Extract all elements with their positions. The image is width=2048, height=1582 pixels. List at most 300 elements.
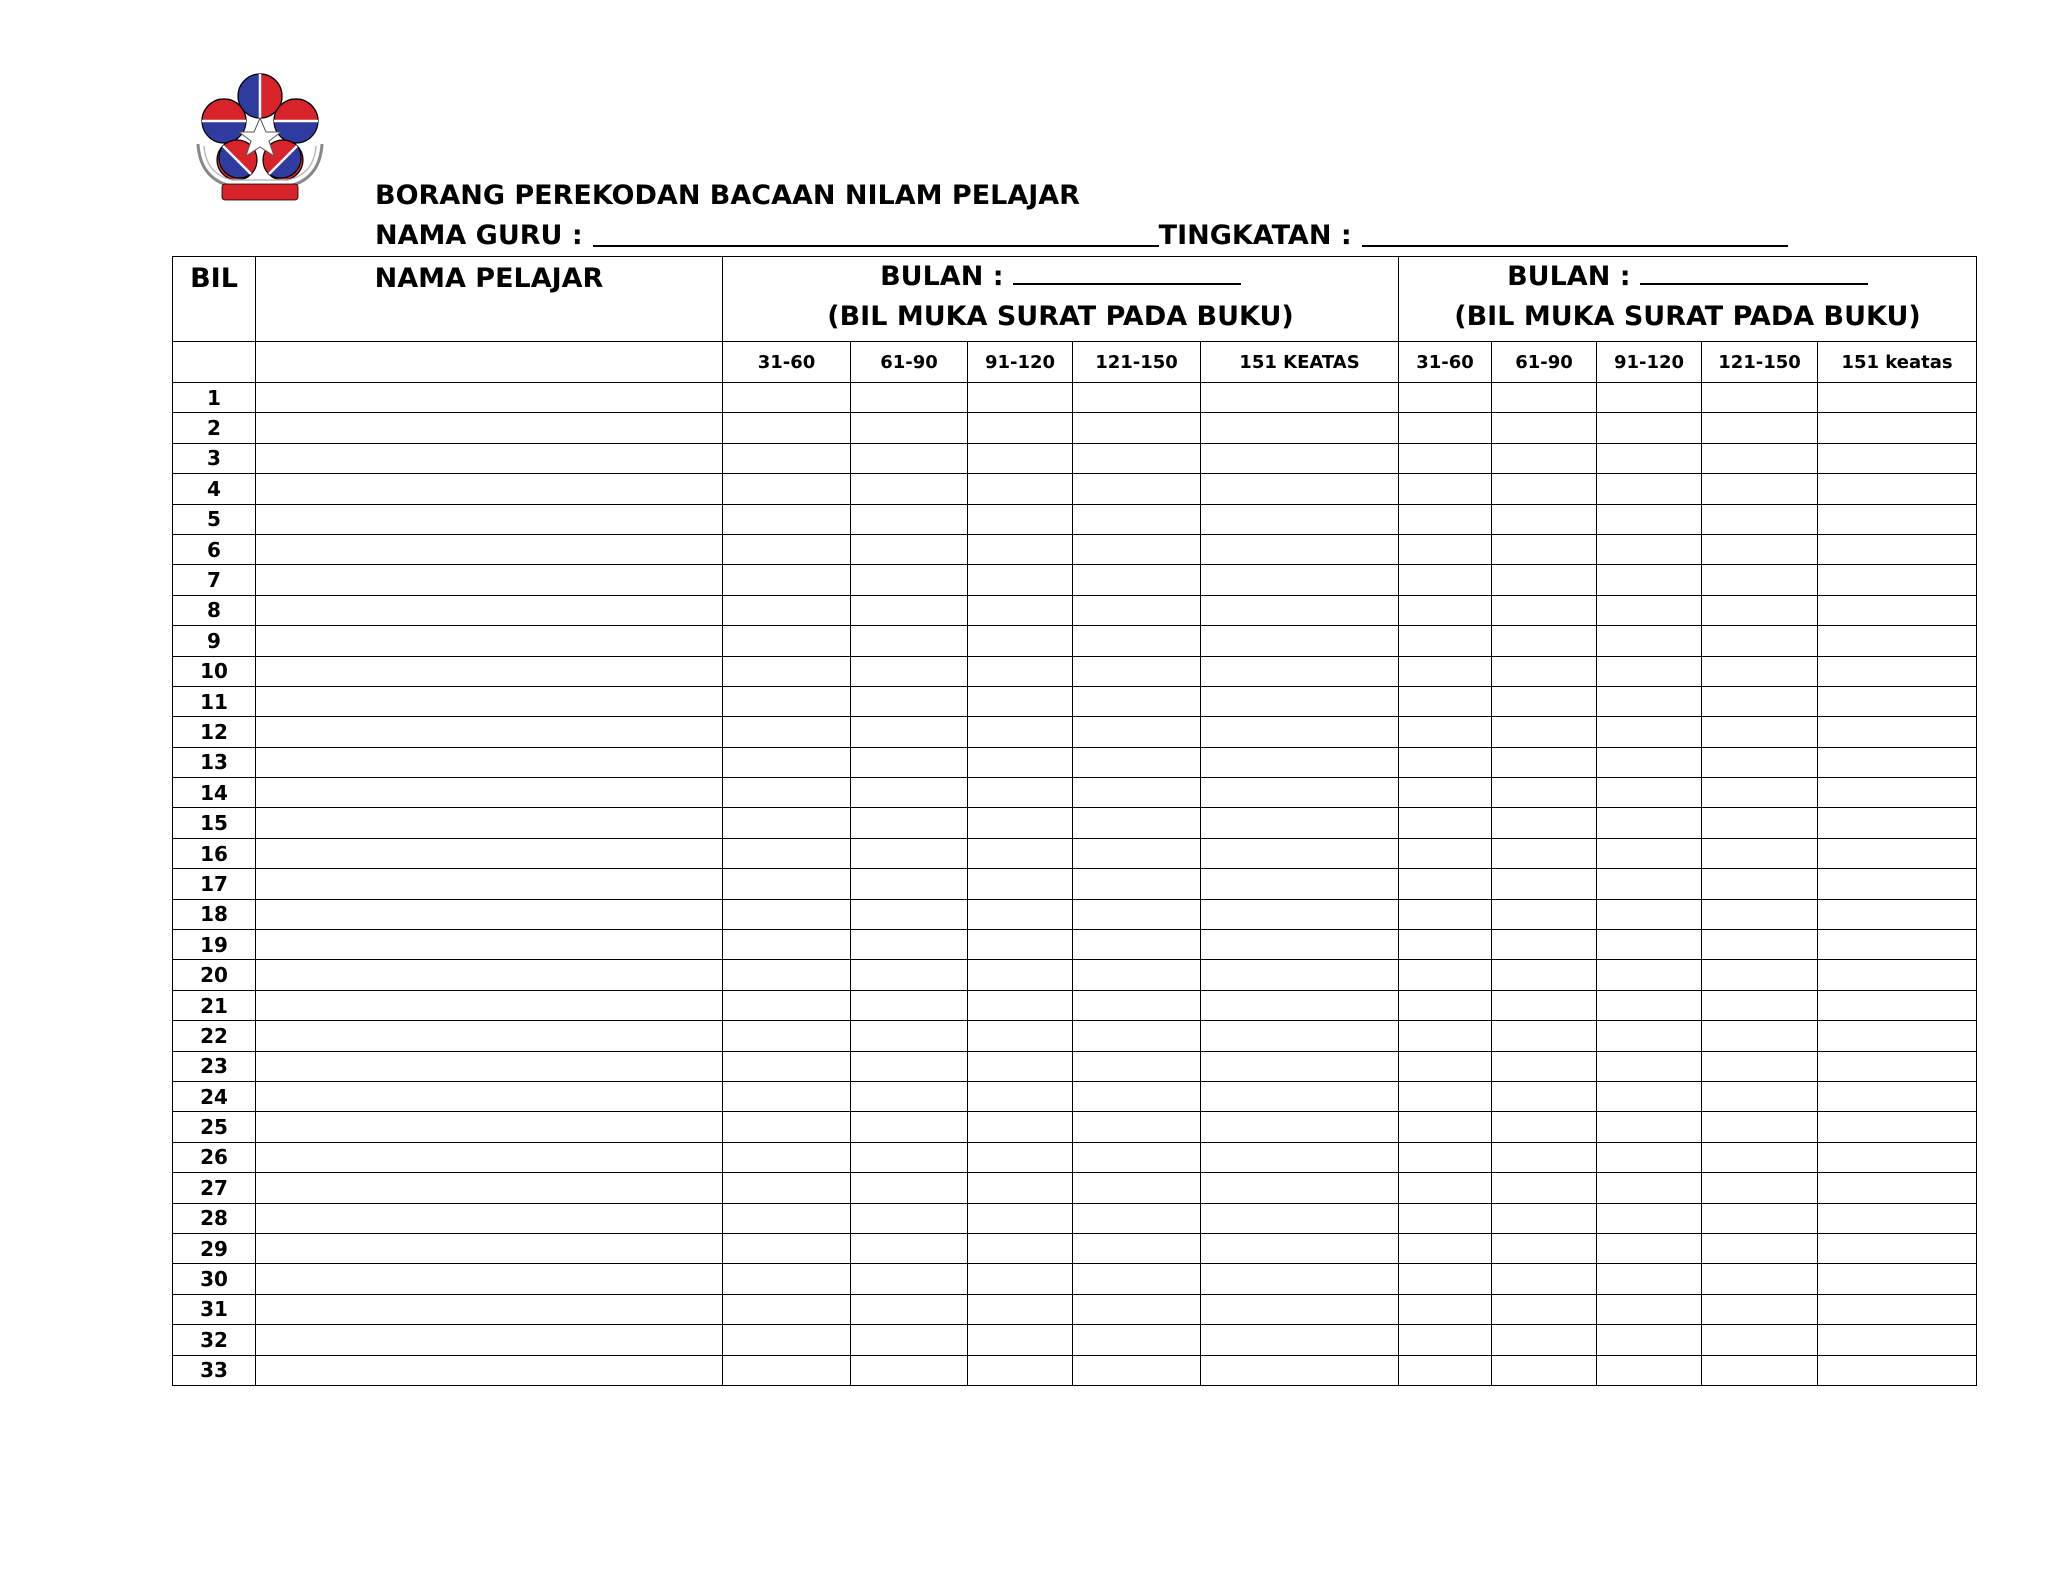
page-count-cell[interactable]	[1399, 595, 1492, 625]
page-count-cell[interactable]	[1201, 656, 1399, 686]
page-count-cell[interactable]	[723, 1264, 851, 1294]
page-count-cell[interactable]	[1492, 990, 1597, 1020]
student-name-cell[interactable]	[256, 413, 723, 443]
page-count-cell[interactable]	[851, 504, 968, 534]
page-count-cell[interactable]	[1073, 595, 1201, 625]
page-count-cell[interactable]	[1073, 565, 1201, 595]
page-count-cell[interactable]	[1492, 1173, 1597, 1203]
page-count-cell[interactable]	[1399, 1264, 1492, 1294]
page-count-cell[interactable]	[1399, 778, 1492, 808]
page-count-cell[interactable]	[1201, 1021, 1399, 1051]
page-count-cell[interactable]	[851, 1233, 968, 1263]
page-count-cell[interactable]	[1702, 778, 1818, 808]
page-count-cell[interactable]	[1818, 808, 1977, 838]
page-count-cell[interactable]	[1702, 1294, 1818, 1324]
page-count-cell[interactable]	[1073, 1081, 1201, 1111]
page-count-cell[interactable]	[1201, 1233, 1399, 1263]
page-count-cell[interactable]	[1399, 808, 1492, 838]
page-count-cell[interactable]	[968, 930, 1073, 960]
page-count-cell[interactable]	[968, 899, 1073, 929]
page-count-cell[interactable]	[723, 808, 851, 838]
student-name-cell[interactable]	[256, 626, 723, 656]
page-count-cell[interactable]	[1073, 1233, 1201, 1263]
page-count-cell[interactable]	[1702, 534, 1818, 564]
page-count-cell[interactable]	[1597, 717, 1702, 747]
page-count-cell[interactable]	[1399, 474, 1492, 504]
student-name-cell[interactable]	[256, 778, 723, 808]
page-count-cell[interactable]	[1492, 686, 1597, 716]
page-count-cell[interactable]	[968, 1355, 1073, 1385]
page-count-cell[interactable]	[1201, 686, 1399, 716]
page-count-cell[interactable]	[1818, 778, 1977, 808]
page-count-cell[interactable]	[1073, 656, 1201, 686]
page-count-cell[interactable]	[851, 838, 968, 868]
page-count-cell[interactable]	[1201, 1051, 1399, 1081]
page-count-cell[interactable]	[1399, 899, 1492, 929]
page-count-cell[interactable]	[1702, 1142, 1818, 1172]
page-count-cell[interactable]	[1597, 1142, 1702, 1172]
form-level-blank[interactable]	[1362, 219, 1788, 247]
page-count-cell[interactable]	[1597, 930, 1702, 960]
student-name-cell[interactable]	[256, 1294, 723, 1324]
page-count-cell[interactable]	[1492, 565, 1597, 595]
page-count-cell[interactable]	[723, 930, 851, 960]
page-count-cell[interactable]	[1073, 869, 1201, 899]
page-count-cell[interactable]	[1073, 930, 1201, 960]
page-count-cell[interactable]	[1492, 899, 1597, 929]
page-count-cell[interactable]	[1073, 1051, 1201, 1081]
page-count-cell[interactable]	[851, 930, 968, 960]
page-count-cell[interactable]	[1073, 504, 1201, 534]
page-count-cell[interactable]	[968, 990, 1073, 1020]
page-count-cell[interactable]	[968, 443, 1073, 473]
page-count-cell[interactable]	[1201, 1294, 1399, 1324]
page-count-cell[interactable]	[1492, 1294, 1597, 1324]
page-count-cell[interactable]	[851, 1203, 968, 1233]
page-count-cell[interactable]	[1818, 383, 1977, 413]
page-count-cell[interactable]	[1702, 1173, 1818, 1203]
page-count-cell[interactable]	[1702, 899, 1818, 929]
page-count-cell[interactable]	[968, 595, 1073, 625]
page-count-cell[interactable]	[968, 504, 1073, 534]
page-count-cell[interactable]	[1399, 565, 1492, 595]
page-count-cell[interactable]	[1492, 1325, 1597, 1355]
page-count-cell[interactable]	[1597, 1203, 1702, 1233]
page-count-cell[interactable]	[1818, 443, 1977, 473]
page-count-cell[interactable]	[1073, 1264, 1201, 1294]
page-count-cell[interactable]	[1818, 869, 1977, 899]
page-count-cell[interactable]	[1597, 990, 1702, 1020]
page-count-cell[interactable]	[1818, 626, 1977, 656]
student-name-cell[interactable]	[256, 686, 723, 716]
student-name-cell[interactable]	[256, 1203, 723, 1233]
page-count-cell[interactable]	[1073, 1142, 1201, 1172]
page-count-cell[interactable]	[1201, 413, 1399, 443]
page-count-cell[interactable]	[1702, 1112, 1818, 1142]
page-count-cell[interactable]	[1201, 1264, 1399, 1294]
page-count-cell[interactable]	[1597, 413, 1702, 443]
page-count-cell[interactable]	[1818, 504, 1977, 534]
page-count-cell[interactable]	[851, 1142, 968, 1172]
page-count-cell[interactable]	[1201, 990, 1399, 1020]
page-count-cell[interactable]	[968, 413, 1073, 443]
page-count-cell[interactable]	[1597, 1264, 1702, 1294]
page-count-cell[interactable]	[1818, 1142, 1977, 1172]
page-count-cell[interactable]	[968, 565, 1073, 595]
page-count-cell[interactable]	[968, 474, 1073, 504]
page-count-cell[interactable]	[1818, 1173, 1977, 1203]
student-name-cell[interactable]	[256, 1112, 723, 1142]
page-count-cell[interactable]	[1201, 1355, 1399, 1385]
page-count-cell[interactable]	[1597, 1051, 1702, 1081]
page-count-cell[interactable]	[1818, 838, 1977, 868]
page-count-cell[interactable]	[1702, 686, 1818, 716]
page-count-cell[interactable]	[1597, 1081, 1702, 1111]
page-count-cell[interactable]	[1597, 626, 1702, 656]
student-name-cell[interactable]	[256, 565, 723, 595]
page-count-cell[interactable]	[1818, 1203, 1977, 1233]
page-count-cell[interactable]	[1818, 1021, 1977, 1051]
page-count-cell[interactable]	[1702, 595, 1818, 625]
page-count-cell[interactable]	[1597, 474, 1702, 504]
page-count-cell[interactable]	[968, 778, 1073, 808]
page-count-cell[interactable]	[1597, 1112, 1702, 1142]
page-count-cell[interactable]	[1201, 1173, 1399, 1203]
page-count-cell[interactable]	[723, 1142, 851, 1172]
page-count-cell[interactable]	[1201, 534, 1399, 564]
page-count-cell[interactable]	[1702, 808, 1818, 838]
page-count-cell[interactable]	[1492, 960, 1597, 990]
page-count-cell[interactable]	[1201, 474, 1399, 504]
student-name-cell[interactable]	[256, 1233, 723, 1263]
page-count-cell[interactable]	[851, 383, 968, 413]
page-count-cell[interactable]	[1702, 1051, 1818, 1081]
page-count-cell[interactable]	[1702, 960, 1818, 990]
page-count-cell[interactable]	[851, 1021, 968, 1051]
page-count-cell[interactable]	[1399, 869, 1492, 899]
page-count-cell[interactable]	[1597, 1173, 1702, 1203]
page-count-cell[interactable]	[1702, 504, 1818, 534]
page-count-cell[interactable]	[1399, 1294, 1492, 1324]
page-count-cell[interactable]	[1818, 1325, 1977, 1355]
page-count-cell[interactable]	[1597, 808, 1702, 838]
page-count-cell[interactable]	[851, 1264, 968, 1294]
page-count-cell[interactable]	[723, 1294, 851, 1324]
page-count-cell[interactable]	[1702, 413, 1818, 443]
page-count-cell[interactable]	[723, 686, 851, 716]
page-count-cell[interactable]	[851, 1294, 968, 1324]
page-count-cell[interactable]	[1399, 534, 1492, 564]
page-count-cell[interactable]	[1492, 1264, 1597, 1294]
page-count-cell[interactable]	[1818, 534, 1977, 564]
page-count-cell[interactable]	[1597, 778, 1702, 808]
page-count-cell[interactable]	[1597, 1355, 1702, 1385]
page-count-cell[interactable]	[1073, 1112, 1201, 1142]
page-count-cell[interactable]	[1597, 838, 1702, 868]
page-count-cell[interactable]	[723, 1021, 851, 1051]
page-count-cell[interactable]	[1492, 1203, 1597, 1233]
page-count-cell[interactable]	[1201, 778, 1399, 808]
page-count-cell[interactable]	[1818, 413, 1977, 443]
page-count-cell[interactable]	[1201, 1203, 1399, 1233]
page-count-cell[interactable]	[1492, 1051, 1597, 1081]
page-count-cell[interactable]	[1702, 1021, 1818, 1051]
page-count-cell[interactable]	[1492, 504, 1597, 534]
page-count-cell[interactable]	[851, 595, 968, 625]
page-count-cell[interactable]	[1818, 1081, 1977, 1111]
page-count-cell[interactable]	[968, 869, 1073, 899]
page-count-cell[interactable]	[723, 1203, 851, 1233]
student-name-cell[interactable]	[256, 595, 723, 625]
page-count-cell[interactable]	[1399, 930, 1492, 960]
page-count-cell[interactable]	[1492, 717, 1597, 747]
page-count-cell[interactable]	[1492, 869, 1597, 899]
page-count-cell[interactable]	[1492, 1021, 1597, 1051]
page-count-cell[interactable]	[1399, 1233, 1492, 1263]
page-count-cell[interactable]	[1073, 990, 1201, 1020]
page-count-cell[interactable]	[1818, 1233, 1977, 1263]
page-count-cell[interactable]	[968, 1173, 1073, 1203]
student-name-cell[interactable]	[256, 1355, 723, 1385]
page-count-cell[interactable]	[1597, 869, 1702, 899]
month-blank[interactable]	[1640, 261, 1868, 285]
page-count-cell[interactable]	[1073, 413, 1201, 443]
page-count-cell[interactable]	[1201, 595, 1399, 625]
page-count-cell[interactable]	[851, 808, 968, 838]
student-name-cell[interactable]	[256, 1081, 723, 1111]
page-count-cell[interactable]	[968, 1264, 1073, 1294]
page-count-cell[interactable]	[1201, 504, 1399, 534]
student-name-cell[interactable]	[256, 747, 723, 777]
page-count-cell[interactable]	[1702, 1081, 1818, 1111]
page-count-cell[interactable]	[851, 1325, 968, 1355]
page-count-cell[interactable]	[851, 443, 968, 473]
page-count-cell[interactable]	[1597, 686, 1702, 716]
page-count-cell[interactable]	[1399, 1355, 1492, 1385]
page-count-cell[interactable]	[1492, 383, 1597, 413]
page-count-cell[interactable]	[723, 1051, 851, 1081]
page-count-cell[interactable]	[1702, 626, 1818, 656]
page-count-cell[interactable]	[1073, 443, 1201, 473]
page-count-cell[interactable]	[1201, 747, 1399, 777]
page-count-cell[interactable]	[1492, 413, 1597, 443]
page-count-cell[interactable]	[723, 838, 851, 868]
page-count-cell[interactable]	[1597, 595, 1702, 625]
page-count-cell[interactable]	[968, 1142, 1073, 1172]
page-count-cell[interactable]	[1399, 383, 1492, 413]
page-count-cell[interactable]	[1399, 960, 1492, 990]
page-count-cell[interactable]	[1702, 1203, 1818, 1233]
page-count-cell[interactable]	[1073, 1203, 1201, 1233]
page-count-cell[interactable]	[1818, 990, 1977, 1020]
page-count-cell[interactable]	[1492, 626, 1597, 656]
page-count-cell[interactable]	[1073, 534, 1201, 564]
page-count-cell[interactable]	[1073, 383, 1201, 413]
student-name-cell[interactable]	[256, 534, 723, 564]
page-count-cell[interactable]	[1818, 717, 1977, 747]
page-count-cell[interactable]	[1492, 1233, 1597, 1263]
page-count-cell[interactable]	[1597, 565, 1702, 595]
page-count-cell[interactable]	[1399, 1021, 1492, 1051]
page-count-cell[interactable]	[1492, 1112, 1597, 1142]
page-count-cell[interactable]	[1073, 778, 1201, 808]
page-count-cell[interactable]	[1201, 383, 1399, 413]
page-count-cell[interactable]	[1818, 565, 1977, 595]
page-count-cell[interactable]	[1702, 443, 1818, 473]
page-count-cell[interactable]	[723, 626, 851, 656]
page-count-cell[interactable]	[723, 899, 851, 929]
page-count-cell[interactable]	[723, 413, 851, 443]
page-count-cell[interactable]	[1399, 443, 1492, 473]
page-count-cell[interactable]	[723, 565, 851, 595]
page-count-cell[interactable]	[1818, 747, 1977, 777]
page-count-cell[interactable]	[1702, 1233, 1818, 1263]
page-count-cell[interactable]	[968, 808, 1073, 838]
page-count-cell[interactable]	[1399, 1203, 1492, 1233]
page-count-cell[interactable]	[1399, 1325, 1492, 1355]
page-count-cell[interactable]	[851, 1081, 968, 1111]
page-count-cell[interactable]	[1492, 838, 1597, 868]
student-name-cell[interactable]	[256, 717, 723, 747]
page-count-cell[interactable]	[1492, 443, 1597, 473]
page-count-cell[interactable]	[1597, 534, 1702, 564]
page-count-cell[interactable]	[851, 1112, 968, 1142]
page-count-cell[interactable]	[851, 1051, 968, 1081]
page-count-cell[interactable]	[1597, 1325, 1702, 1355]
page-count-cell[interactable]	[1201, 1325, 1399, 1355]
page-count-cell[interactable]	[1073, 838, 1201, 868]
page-count-cell[interactable]	[1702, 383, 1818, 413]
month-blank[interactable]	[1013, 261, 1241, 285]
page-count-cell[interactable]	[1492, 778, 1597, 808]
page-count-cell[interactable]	[968, 656, 1073, 686]
page-count-cell[interactable]	[1073, 626, 1201, 656]
page-count-cell[interactable]	[723, 1081, 851, 1111]
student-name-cell[interactable]	[256, 474, 723, 504]
page-count-cell[interactable]	[1073, 686, 1201, 716]
page-count-cell[interactable]	[723, 474, 851, 504]
student-name-cell[interactable]	[256, 1325, 723, 1355]
page-count-cell[interactable]	[968, 1203, 1073, 1233]
page-count-cell[interactable]	[1073, 717, 1201, 747]
page-count-cell[interactable]	[723, 443, 851, 473]
page-count-cell[interactable]	[1597, 1021, 1702, 1051]
page-count-cell[interactable]	[1399, 747, 1492, 777]
page-count-cell[interactable]	[1597, 383, 1702, 413]
page-count-cell[interactable]	[1818, 1294, 1977, 1324]
page-count-cell[interactable]	[968, 534, 1073, 564]
page-count-cell[interactable]	[723, 1355, 851, 1385]
page-count-cell[interactable]	[1073, 1325, 1201, 1355]
page-count-cell[interactable]	[968, 626, 1073, 656]
page-count-cell[interactable]	[1818, 595, 1977, 625]
page-count-cell[interactable]	[851, 474, 968, 504]
page-count-cell[interactable]	[1399, 1112, 1492, 1142]
page-count-cell[interactable]	[968, 1081, 1073, 1111]
page-count-cell[interactable]	[1073, 899, 1201, 929]
student-name-cell[interactable]	[256, 1021, 723, 1051]
page-count-cell[interactable]	[1702, 990, 1818, 1020]
page-count-cell[interactable]	[1702, 474, 1818, 504]
page-count-cell[interactable]	[723, 990, 851, 1020]
page-count-cell[interactable]	[1399, 504, 1492, 534]
page-count-cell[interactable]	[968, 1294, 1073, 1324]
page-count-cell[interactable]	[851, 717, 968, 747]
page-count-cell[interactable]	[1597, 899, 1702, 929]
student-name-cell[interactable]	[256, 869, 723, 899]
page-count-cell[interactable]	[1399, 1173, 1492, 1203]
page-count-cell[interactable]	[1399, 413, 1492, 443]
page-count-cell[interactable]	[1073, 960, 1201, 990]
page-count-cell[interactable]	[1201, 899, 1399, 929]
page-count-cell[interactable]	[851, 1173, 968, 1203]
page-count-cell[interactable]	[1399, 990, 1492, 1020]
page-count-cell[interactable]	[968, 747, 1073, 777]
page-count-cell[interactable]	[1492, 474, 1597, 504]
page-count-cell[interactable]	[1399, 686, 1492, 716]
page-count-cell[interactable]	[1073, 1173, 1201, 1203]
student-name-cell[interactable]	[256, 808, 723, 838]
page-count-cell[interactable]	[968, 1325, 1073, 1355]
page-count-cell[interactable]	[968, 1233, 1073, 1263]
page-count-cell[interactable]	[851, 960, 968, 990]
page-count-cell[interactable]	[1702, 838, 1818, 868]
page-count-cell[interactable]	[1399, 838, 1492, 868]
page-count-cell[interactable]	[851, 686, 968, 716]
page-count-cell[interactable]	[1073, 474, 1201, 504]
student-name-cell[interactable]	[256, 1142, 723, 1172]
student-name-cell[interactable]	[256, 383, 723, 413]
page-count-cell[interactable]	[1702, 1325, 1818, 1355]
page-count-cell[interactable]	[968, 383, 1073, 413]
page-count-cell[interactable]	[851, 747, 968, 777]
page-count-cell[interactable]	[1399, 1081, 1492, 1111]
page-count-cell[interactable]	[1201, 1112, 1399, 1142]
student-name-cell[interactable]	[256, 504, 723, 534]
page-count-cell[interactable]	[1073, 1021, 1201, 1051]
page-count-cell[interactable]	[1818, 656, 1977, 686]
page-count-cell[interactable]	[1201, 565, 1399, 595]
page-count-cell[interactable]	[1399, 1051, 1492, 1081]
page-count-cell[interactable]	[968, 838, 1073, 868]
student-name-cell[interactable]	[256, 990, 723, 1020]
page-count-cell[interactable]	[723, 1325, 851, 1355]
page-count-cell[interactable]	[723, 504, 851, 534]
page-count-cell[interactable]	[1597, 656, 1702, 686]
page-count-cell[interactable]	[1818, 686, 1977, 716]
page-count-cell[interactable]	[1201, 838, 1399, 868]
page-count-cell[interactable]	[1702, 930, 1818, 960]
page-count-cell[interactable]	[968, 717, 1073, 747]
page-count-cell[interactable]	[1818, 960, 1977, 990]
page-count-cell[interactable]	[1201, 626, 1399, 656]
page-count-cell[interactable]	[1492, 1081, 1597, 1111]
page-count-cell[interactable]	[968, 960, 1073, 990]
page-count-cell[interactable]	[851, 990, 968, 1020]
student-name-cell[interactable]	[256, 656, 723, 686]
page-count-cell[interactable]	[1201, 960, 1399, 990]
student-name-cell[interactable]	[256, 443, 723, 473]
page-count-cell[interactable]	[723, 1112, 851, 1142]
page-count-cell[interactable]	[723, 960, 851, 990]
page-count-cell[interactable]	[851, 1355, 968, 1385]
page-count-cell[interactable]	[723, 747, 851, 777]
page-count-cell[interactable]	[1597, 1233, 1702, 1263]
page-count-cell[interactable]	[723, 778, 851, 808]
page-count-cell[interactable]	[1492, 930, 1597, 960]
student-name-cell[interactable]	[256, 1173, 723, 1203]
teacher-name-blank[interactable]	[593, 219, 1159, 247]
